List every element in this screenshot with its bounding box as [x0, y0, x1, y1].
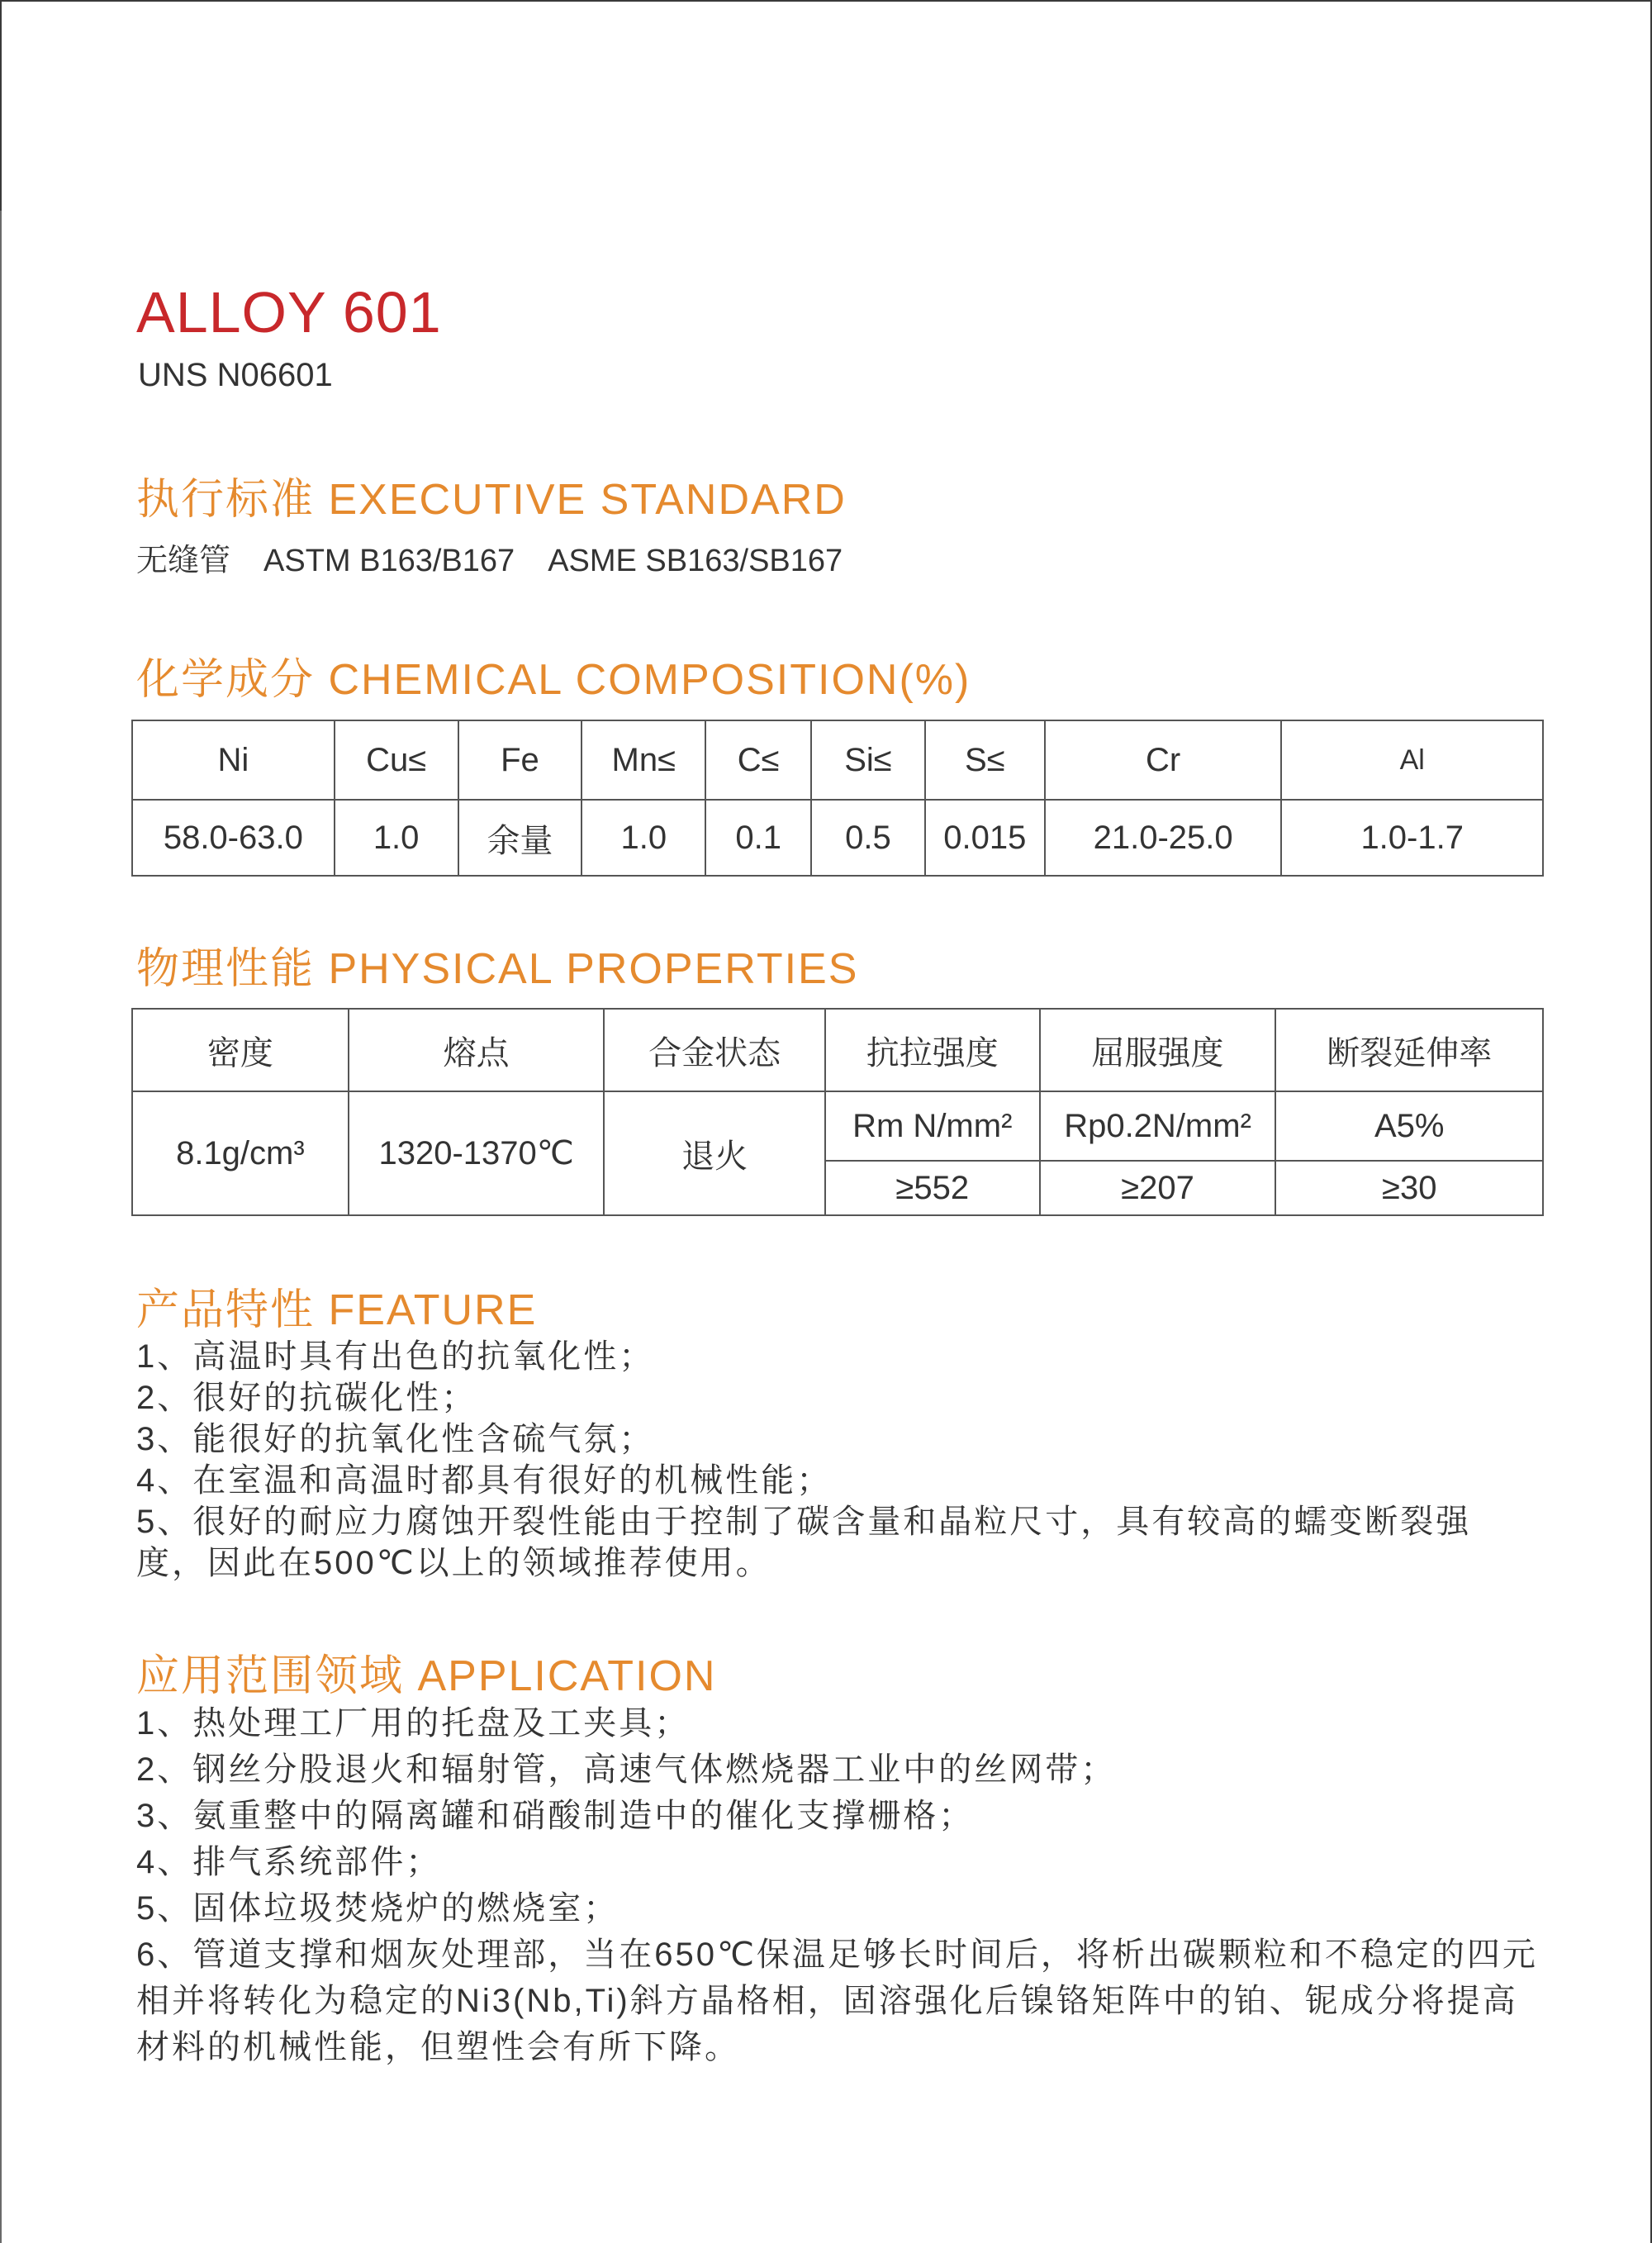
feature-item: 2、很好的抗碳化性；: [136, 1380, 477, 1416]
chem-header-al: Al: [1281, 720, 1543, 800]
chem-value-ni: 58.0-63.0: [132, 800, 335, 876]
application-item: 3、氨重整中的隔离罐和硝酸制造中的催化支撑栅格；: [136, 1798, 975, 1834]
chemical-value-row: [132, 800, 1543, 876]
page-border-top: [0, 0, 1652, 2]
feature-item: 5、很好的耐应力腐蚀开裂性能由于控制了碳含量和晶粒尺寸，具有较高的蠕变断裂强度，因此在500℃以上的领域推荐使用。: [136, 1504, 1472, 1581]
page-title: ALLOY 601: [136, 280, 442, 345]
application-heading: 应用范围领域 APPLICATION: [136, 1652, 717, 1700]
phys-header-melting: 熔点: [349, 1009, 605, 1091]
feature-list: [136, 1336, 1540, 1584]
chem-value-mn: 1.0: [582, 800, 705, 876]
phys-value-yield: ≥207: [1040, 1161, 1276, 1215]
phys-unit-tensile: Rm N/mm²: [825, 1091, 1040, 1161]
chem-header-cr: Cr: [1045, 720, 1282, 800]
phys-value-tensile: ≥552: [825, 1161, 1040, 1215]
chem-header-mn: Mn≤: [582, 720, 705, 800]
chem-header-ni: Ni: [132, 720, 335, 800]
uns-number: UNS N06601: [138, 357, 333, 393]
chemical-heading: 化学成分 CHEMICAL COMPOSITION(%): [136, 656, 971, 704]
phys-unit-yield: Rp0.2N/mm²: [1040, 1091, 1276, 1161]
feature-item: 1、高温时具有出色的抗氧化性；: [136, 1338, 655, 1375]
chem-value-si: 0.5: [811, 800, 925, 876]
physical-heading: 物理性能 PHYSICAL PROPERTIES: [136, 945, 859, 993]
chemical-table: [131, 720, 1544, 877]
application-item: 6、管道支撑和烟灰处理部，当在650℃保温足够长时间后，将析出碳颗粒和不稳定的四元相并将转化为稳定的Ni3(Nb,Ti)斜方晶格相，固溶强化后镍铬矩阵中的铂、铌成分将提高材料的机械性能，但塑性会有所下降。: [136, 1936, 1538, 2065]
phys-value-condition: 退火: [604, 1091, 825, 1215]
phys-unit-elongation: A5%: [1275, 1091, 1543, 1161]
phys-value-elongation: ≥30: [1275, 1161, 1543, 1215]
page-border-left-lower: [0, 211, 2, 2243]
feature-heading: 产品特性 FEATURE: [136, 1286, 538, 1334]
chem-header-fe: Fe: [458, 720, 582, 800]
phys-value-density: 8.1g/cm³: [132, 1091, 349, 1215]
phys-header-tensile: 抗拉强度: [825, 1009, 1040, 1091]
standard-type: 无缝管: [136, 544, 231, 578]
physical-unit-row: [132, 1091, 1543, 1161]
chemical-header-row: [132, 720, 1543, 800]
chem-value-fe: 余量: [458, 800, 582, 876]
chem-value-cr: 21.0-25.0: [1045, 800, 1282, 876]
physical-table: [131, 1008, 1544, 1216]
phys-header-elongation: 断裂延伸率: [1275, 1009, 1543, 1091]
phys-header-density: 密度: [132, 1009, 349, 1091]
standard-heading: 执行标准 EXECUTIVE STANDARD: [136, 476, 847, 524]
chem-header-cu: Cu≤: [335, 720, 458, 800]
application-item: 2、钢丝分股退火和辐射管，高速气体燃烧器工业中的丝网带；: [136, 1751, 1117, 1788]
application-item: 4、排气系统部件；: [136, 1844, 442, 1880]
application-item: 1、热处理工厂用的托盘及工夹具；: [136, 1705, 691, 1742]
chem-header-si: Si≤: [811, 720, 925, 800]
physical-header-row: [132, 1009, 1543, 1091]
standard-astm: ASTM B163/B167: [263, 544, 515, 578]
chem-value-cu: 1.0: [335, 800, 458, 876]
chem-value-c: 0.1: [705, 800, 811, 876]
page-border-left: [0, 0, 2, 211]
chem-value-al: 1.0-1.7: [1281, 800, 1543, 876]
chem-value-s: 0.015: [925, 800, 1045, 876]
phys-value-melting: 1320-1370℃: [349, 1091, 605, 1215]
application-list: [136, 1700, 1540, 2070]
feature-item: 4、在室温和高温时都具有很好的机械性能；: [136, 1462, 833, 1499]
application-item: 5、固体垃圾焚烧炉的燃烧室；: [136, 1890, 620, 1927]
chem-header-c: C≤: [705, 720, 811, 800]
feature-item: 3、能很好的抗氧化性含硫气氛；: [136, 1421, 655, 1457]
standard-line: [136, 535, 876, 580]
phys-header-yield: 屈服强度: [1040, 1009, 1276, 1091]
chem-header-s: S≤: [925, 720, 1045, 800]
phys-header-condition: 合金状态: [604, 1009, 825, 1091]
standard-asme: ASME SB163/SB167: [548, 544, 843, 578]
